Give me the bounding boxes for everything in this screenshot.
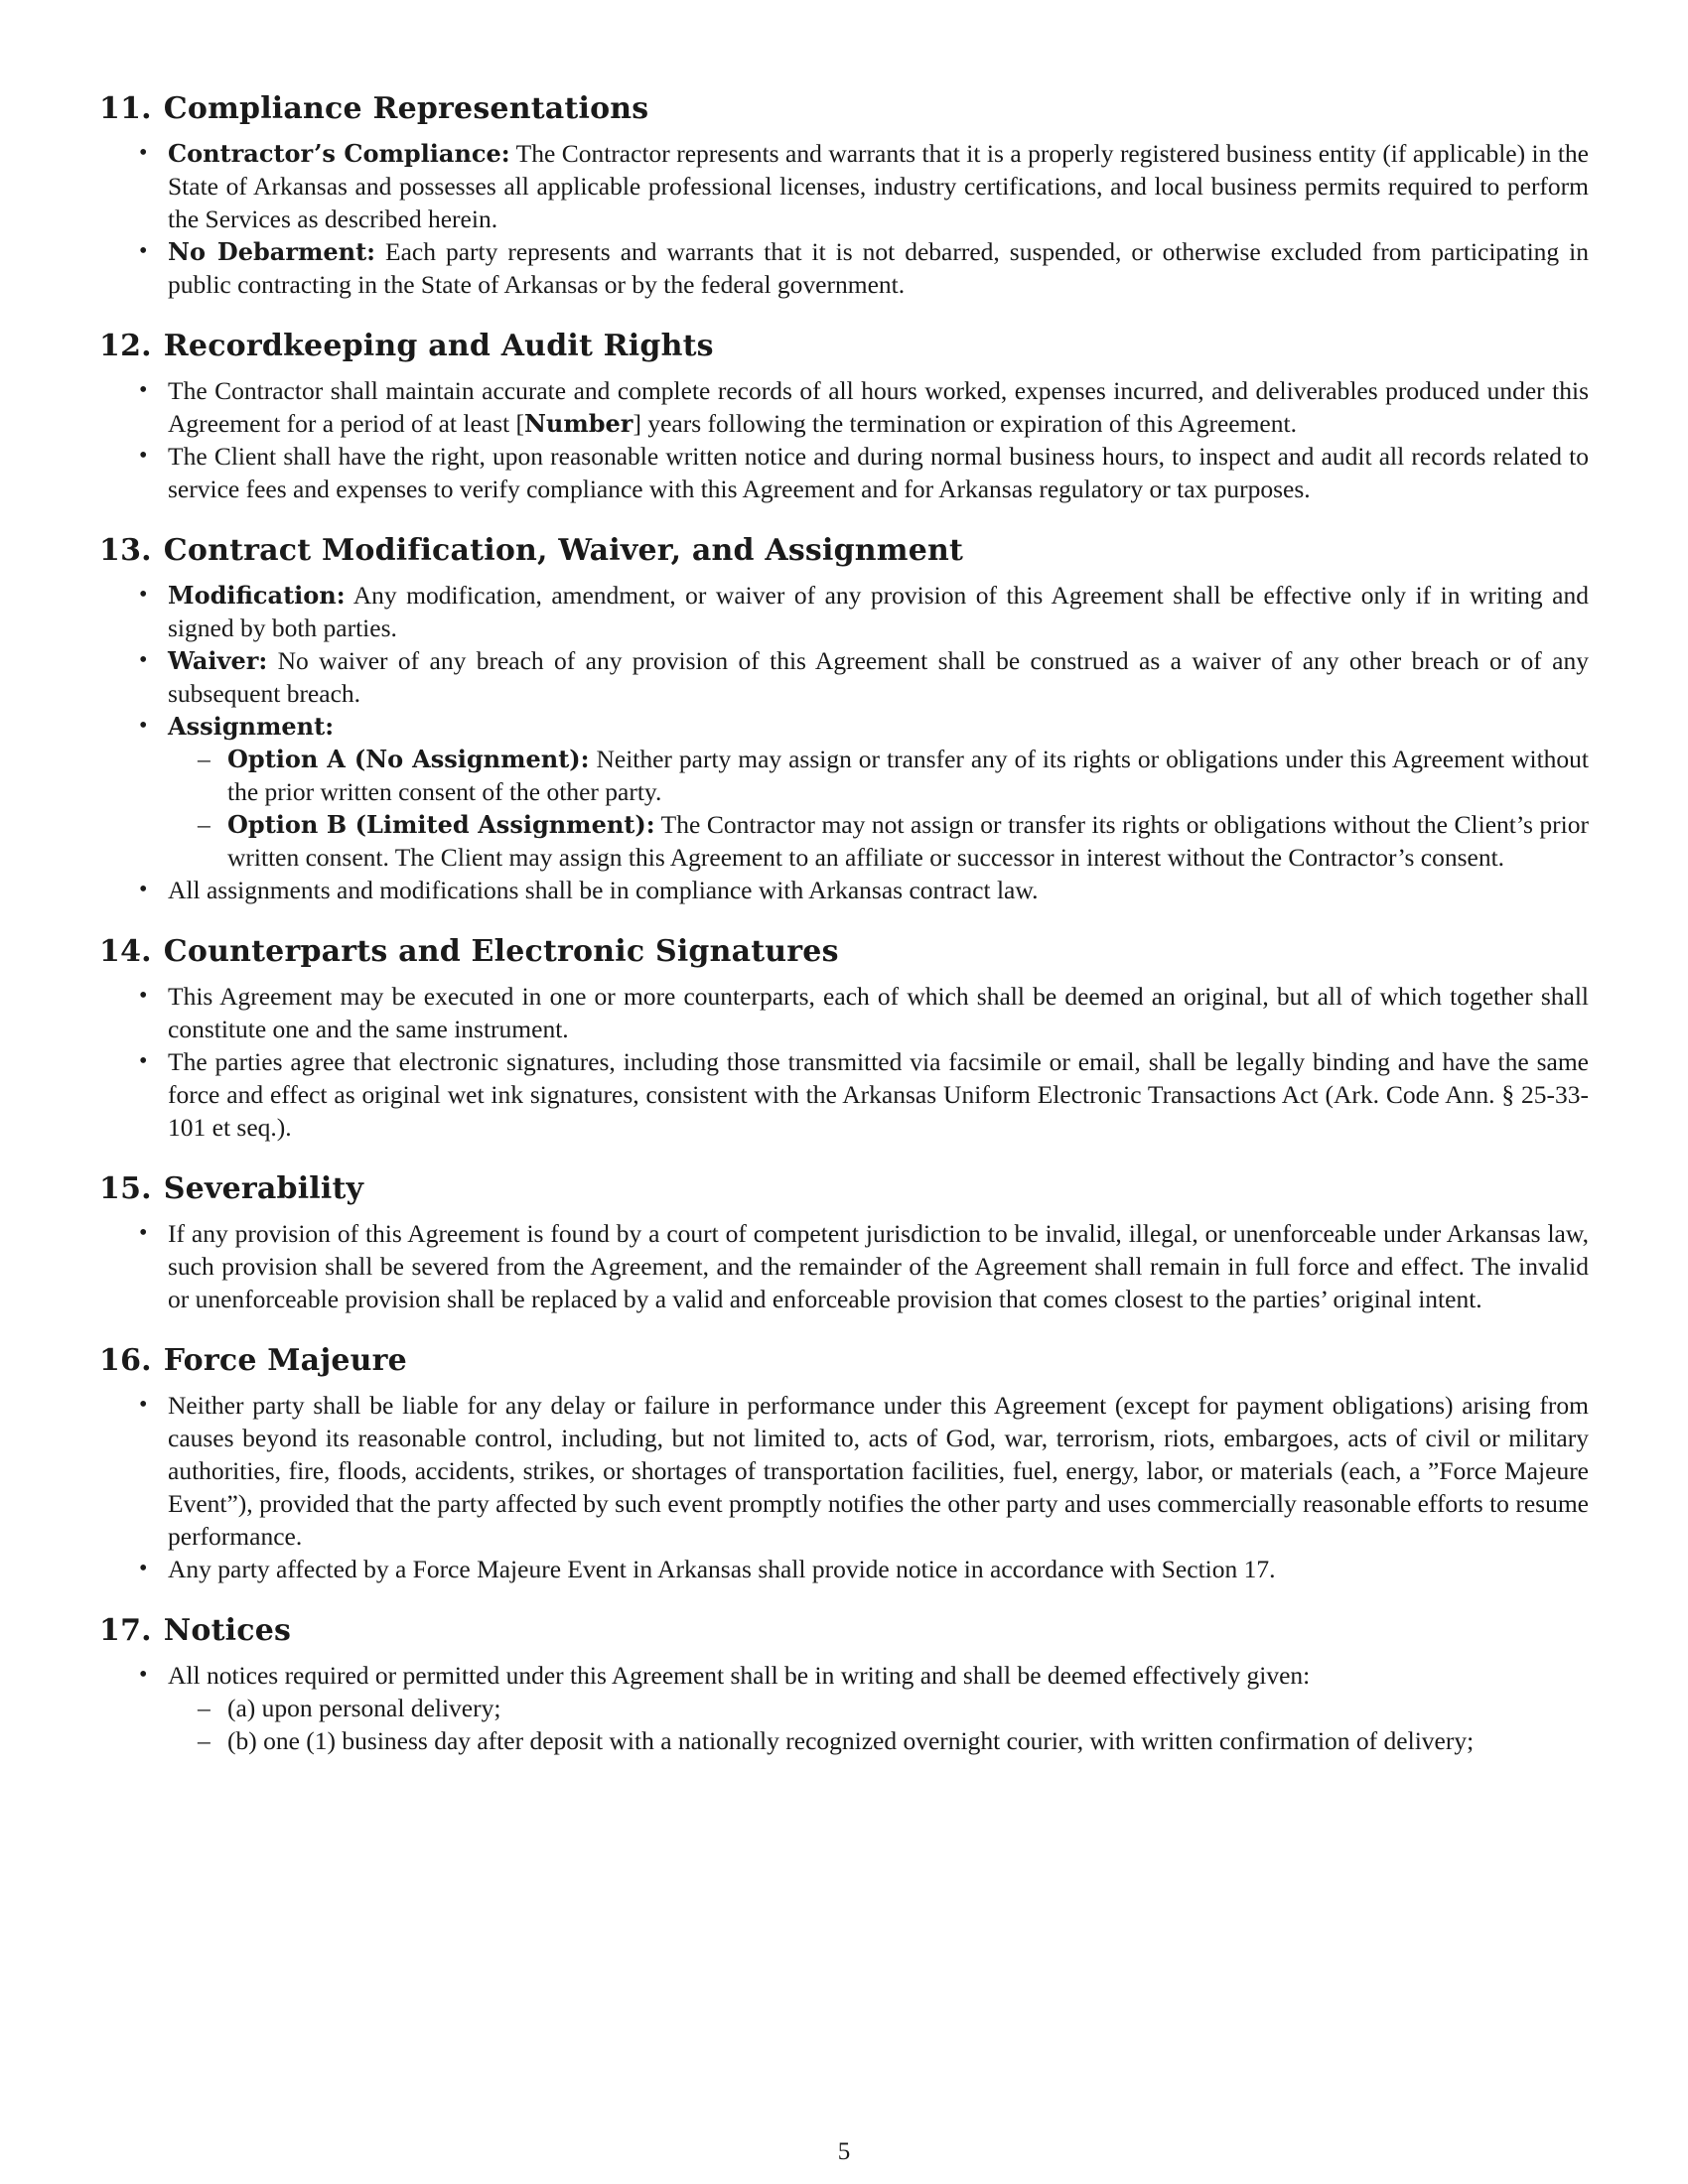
section-number: 15. [99, 1171, 152, 1206]
bullet-list [99, 374, 1589, 505]
section-17 [99, 1613, 1589, 1757]
section-15 [99, 1171, 1589, 1315]
item-text: The Contractor may not assign or transfer its rights or obligations without the Client’s prior written consent. The Client may assign this Agreement to an affiliate or successor in interest without the Contractor’s consent. [227, 810, 1589, 872]
section-number: 14. [99, 934, 152, 969]
list-item [99, 1045, 1589, 1144]
item-text: Neither party may assign or transfer any of its rights or obligations under this Agreement without the prior written consent of the other party. [227, 745, 1589, 806]
list-item [99, 235, 1589, 301]
section-heading [99, 1343, 1589, 1379]
section-heading [99, 329, 1589, 364]
section-title: Severability [163, 1171, 364, 1206]
section-number: 11. [99, 91, 152, 126]
bullet-list [99, 1217, 1589, 1315]
item-lead: Contractor’s Compliance: [168, 139, 510, 168]
item-text: Any modification, amendment, or waiver of any provision of this Agreement shall be effective only if in writing and signed by both parties. [168, 581, 1589, 642]
item-text: No waiver of any breach of any provision of this Agreement shall be construed as a waiver of any other breach or of any subsequent breach. [168, 646, 1589, 708]
section-number: 16. [99, 1343, 152, 1378]
section-heading [99, 934, 1589, 970]
sub-item [168, 1692, 1589, 1724]
item-lead: Option B (Limited Assignment): [227, 810, 655, 839]
section-heading [99, 1613, 1589, 1649]
item-text: (a) upon personal delivery; [227, 1694, 501, 1722]
list-item [99, 440, 1589, 505]
section-16 [99, 1343, 1589, 1585]
item-text: (b) one (1) business day after deposit with a nationally recognized overnight courier, with written confirmation of delivery; [227, 1726, 1475, 1755]
list-item [99, 579, 1589, 644]
bullet-list [99, 980, 1589, 1144]
item-lead: No Debarment: [168, 237, 376, 266]
section-number: 12. [99, 329, 152, 363]
item-text: This Agreement may be executed in one or more counterparts, each of which shall be deemed an original, but all of which together shall constitute one and the same instrument. [168, 982, 1589, 1043]
section-13 [99, 533, 1589, 906]
item-text: Any party affected by a Force Majeure Event in Arkansas shall provide notice in accordance with Section 17. [168, 1555, 1276, 1583]
section-number: 13. [99, 533, 152, 568]
sub-item [168, 1724, 1589, 1757]
sub-item [168, 743, 1589, 808]
list-item [99, 137, 1589, 235]
section-heading [99, 91, 1589, 127]
placeholder-number: Number [523, 409, 633, 438]
item-text: Neither party shall be liable for any delay or failure in performance under this Agreement (except for payment obligations) arising from causes beyond its reasonable control, including, but not limited to, acts of God, war, terrorism, riots, embargoes, acts of civil or military authorities, fire, floods, accidents, strikes, or shortages of transportation facilities, fuel, energy, labor, or materials (each, a ”Force Majeure Event”), provided that the party affected by such event promptly notifies the other party and uses commercially reasonable efforts to resume performance. [168, 1391, 1589, 1551]
list-item [99, 374, 1589, 440]
section-number: 17. [99, 1613, 152, 1648]
list-item [99, 644, 1589, 710]
item-text: Each party represents and warrants that it is not debarred, suspended, or otherwise excluded from participating in public contracting in the State of Arkansas or by the federal government. [168, 237, 1589, 299]
section-title: Compliance Representations [163, 91, 649, 126]
list-item [99, 1217, 1589, 1315]
list-item [99, 1389, 1589, 1553]
section-title: Recordkeeping and Audit Rights [163, 329, 714, 363]
section-14 [99, 934, 1589, 1144]
section-title: Contract Modification, Waiver, and Assignment [163, 533, 964, 568]
bullet-list [99, 579, 1589, 906]
item-lead: Modification: [168, 581, 346, 610]
section-title: Counterparts and Electronic Signatures [163, 934, 839, 969]
item-lead: Waiver: [168, 646, 268, 675]
bullet-list [99, 1659, 1589, 1757]
item-text: The parties agree that electronic signatures, including those transmitted via facsimile or email, shall be legally binding and have the same force and effect as original wet ink signatures, consistent with the Arkansas Uniform Electronic Transactions Act (Ark. Code Ann. § 25-33-101 et seq.). [168, 1047, 1589, 1142]
list-item [99, 980, 1589, 1045]
list-item [99, 1659, 1589, 1757]
bullet-list [99, 137, 1589, 301]
item-text: All notices required or permitted under this Agreement shall be in writing and shall be deemed effectively given: [168, 1661, 1311, 1690]
item-text: The Contractor represents and warrants that it is a properly registered business entity (if applicable) in the State of Arkansas and possesses all applicable professional licenses, industry certifications, and local business permits required to perform the Services as described herein. [168, 139, 1589, 233]
item-lead: Option A (No Assignment): [227, 745, 590, 773]
item-lead: Assignment: [168, 712, 335, 741]
section-heading [99, 1171, 1589, 1207]
document-page [99, 91, 1589, 1785]
item-text: If any provision of this Agreement is found by a court of competent jurisdiction to be invalid, illegal, or unenforceable under Arkansas law, such provision shall be severed from the Agreement, and the remainder of the Agreement shall remain in full force and effect. The invalid or unenforceable provision shall be replaced by a valid and enforceable provision that comes closest to the parties’ original intent. [168, 1219, 1589, 1313]
item-text: The Client shall have the right, upon reasonable written notice and during normal business hours, to inspect and audit all records related to service fees and expenses to verify compliance with this Agreement and for Arkansas regulatory or tax purposes. [168, 442, 1589, 503]
section-11 [99, 91, 1589, 301]
section-title: Notices [163, 1613, 292, 1648]
sub-item [168, 808, 1589, 874]
list-item [99, 1553, 1589, 1585]
section-title: Force Majeure [163, 1343, 407, 1378]
section-heading [99, 533, 1589, 569]
section-12 [99, 329, 1589, 505]
sub-list [168, 743, 1589, 874]
item-text: The Contractor shall maintain accurate and complete records of all hours worked, expenses incurred, and deliverables produced under this Agreement for a period of at least [ [168, 376, 1589, 438]
page-number: 5 [837, 2138, 851, 2165]
item-text: ] years following the termination or expiration of this Agreement. [633, 409, 1297, 438]
sub-list [168, 1692, 1589, 1757]
bullet-list [99, 1389, 1589, 1585]
list-item [99, 710, 1589, 874]
list-item [99, 874, 1589, 906]
item-text: All assignments and modifications shall be in compliance with Arkansas contract law. [168, 876, 1039, 904]
